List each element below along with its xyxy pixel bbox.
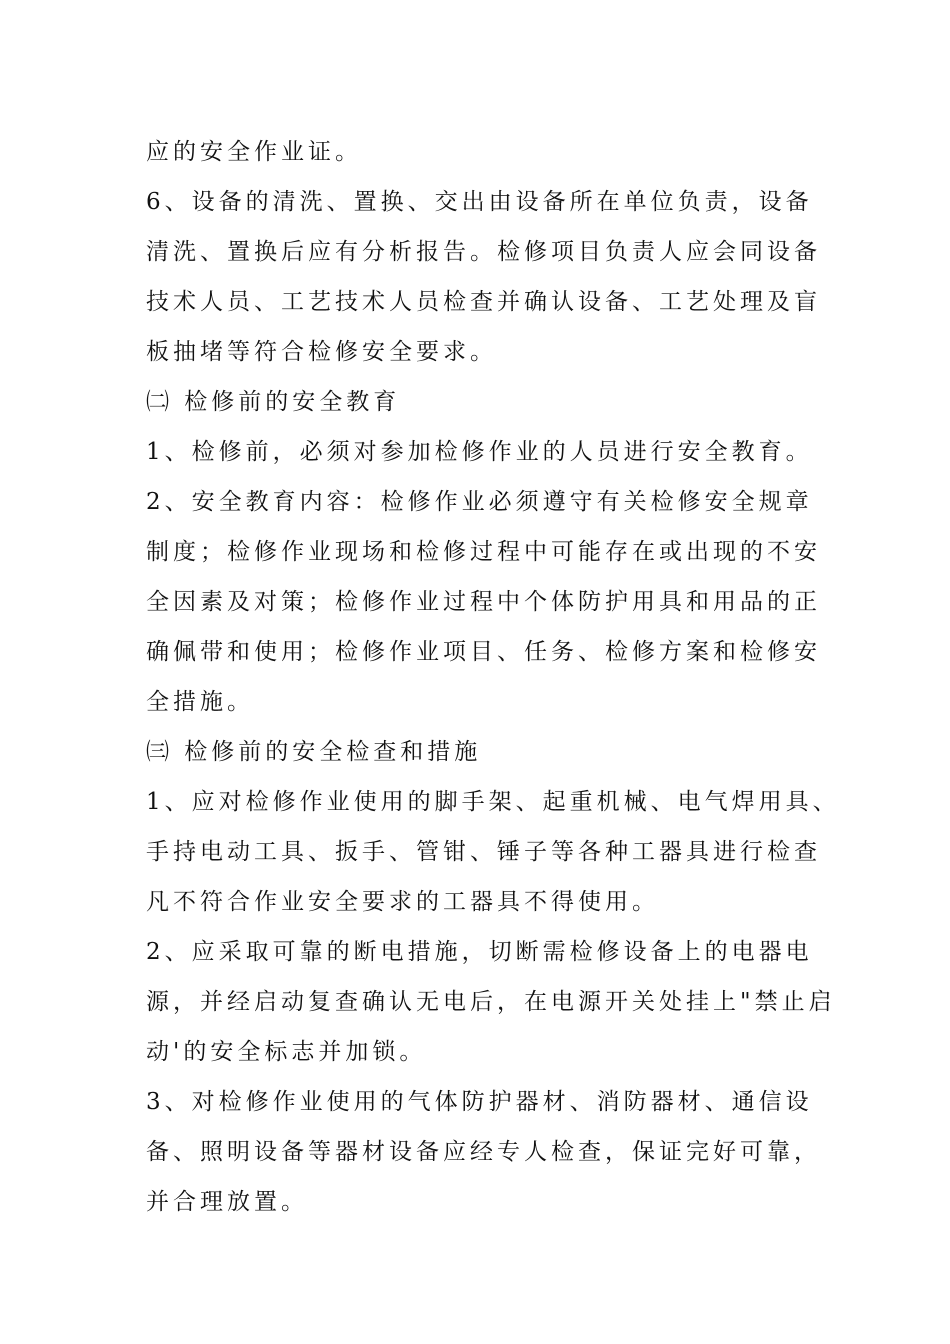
text-line: 6、设备的清洗、置换、交出由设备所在单位负责，设备 xyxy=(146,189,813,215)
text-line: 板抽堵等符合检修安全要求。 xyxy=(146,339,497,365)
text-line: 全因素及对策；检修作业过程中个体防护用具和用品的正 xyxy=(146,589,821,615)
text-line: 全措施。 xyxy=(146,689,254,715)
text-line: 动'的安全标志并加锁。 xyxy=(146,1039,427,1065)
text-line: 源，并经启动复查确认无电后，在电源开关处挂上"禁止启 xyxy=(146,989,836,1015)
text-line: 凡不符合作业安全要求的工器具不得使用。 xyxy=(146,889,659,915)
text-line: 1、应对检修作业使用的脚手架、起重机械、电气焊用具、 xyxy=(146,789,840,815)
text-line: 应的安全作业证。 xyxy=(146,139,362,165)
text-line: 技术人员、工艺技术人员检查并确认设备、工艺处理及盲 xyxy=(146,289,821,315)
text-line: 2、安全教育内容：检修作业必须遵守有关检修安全规章 xyxy=(146,489,813,515)
text-line: 清洗、置换后应有分析报告。检修项目负责人应会同设备 xyxy=(146,239,821,265)
section-heading: ㈡ 检修前的安全教育 xyxy=(146,389,401,415)
text-line: 3、对检修作业使用的气体防护器材、消防器材、通信设 xyxy=(146,1089,813,1115)
text-line: 备、照明设备等器材设备应经专人检查，保证完好可靠， xyxy=(146,1139,821,1165)
text-line: 手持电动工具、扳手、管钳、锤子等各种工器具进行检查 xyxy=(146,839,821,865)
text-line: 制度；检修作业现场和检修过程中可能存在或出现的不安 xyxy=(146,539,821,565)
section-heading: ㈢ 检修前的安全检查和措施 xyxy=(146,739,482,765)
text-line: 并合理放置。 xyxy=(146,1189,308,1215)
text-line: 1、检修前，必须对参加检修作业的人员进行安全教育。 xyxy=(146,439,813,465)
text-line: 2、应采取可靠的断电措施，切断需检修设备上的电器电 xyxy=(146,939,813,965)
text-line: 确佩带和使用；检修作业项目、任务、检修方案和检修安 xyxy=(146,639,821,665)
